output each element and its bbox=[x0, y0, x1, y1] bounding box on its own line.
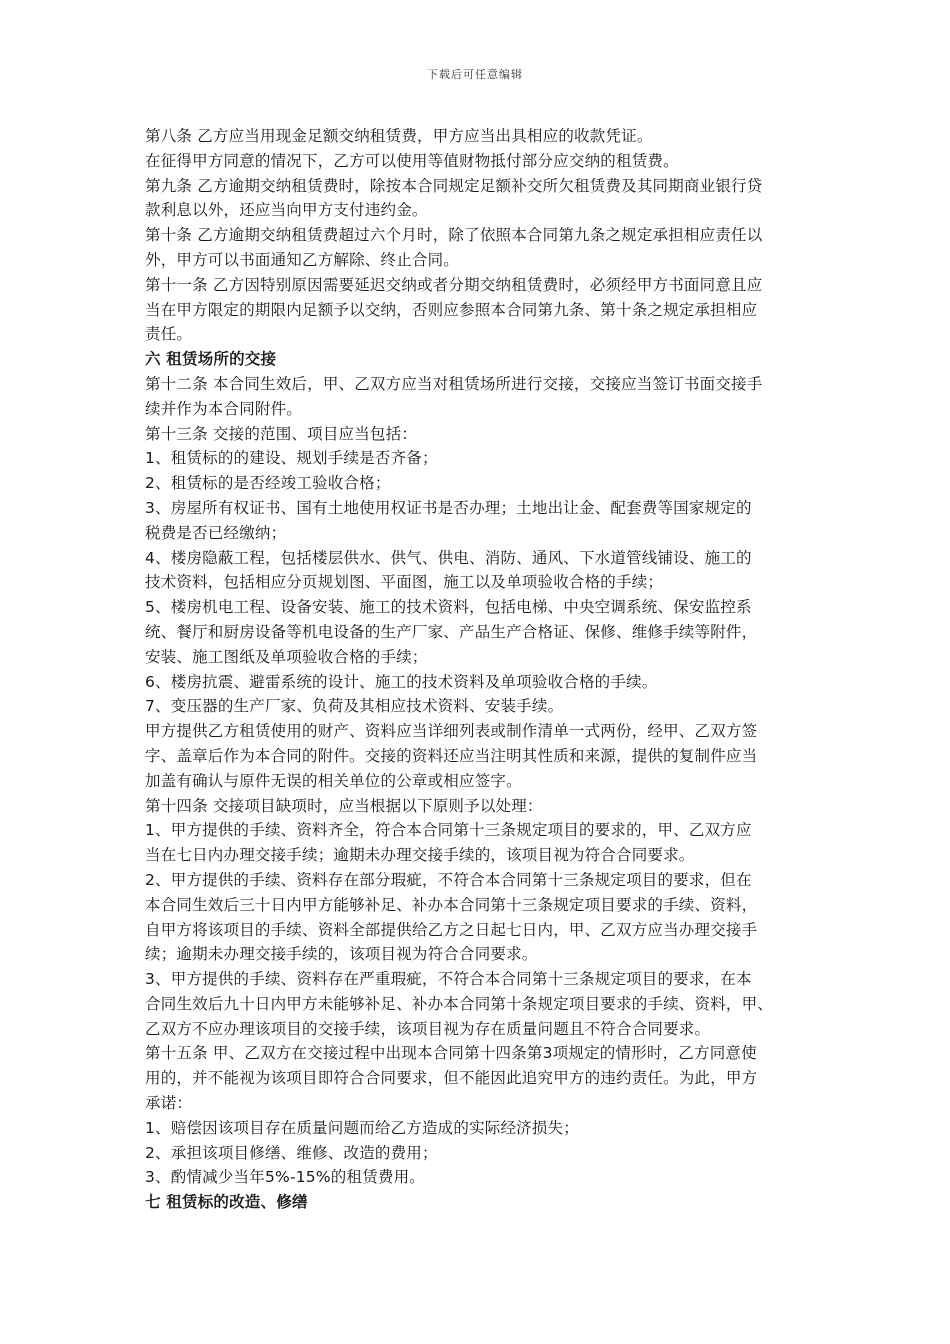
text-line: 税费是否已经缴纳； bbox=[145, 523, 287, 542]
text-line: 第十三条 交接的范围、项目应当包括： bbox=[145, 424, 418, 443]
text-line: 1、甲方提供的手续、资料齐全，符合本合同第十三条规定项目的要求的，甲、乙双方应 bbox=[145, 821, 752, 840]
section-heading: 六 租赁场所的交接 bbox=[145, 350, 277, 369]
text-line: 4、楼房隐蔽工程，包括楼层供水、供气、供电、消防、通风、下水道管线铺设、施工的 bbox=[145, 548, 752, 567]
section-heading: 七 租赁标的改造、修缮 bbox=[145, 1193, 308, 1212]
text-line: 第十条 乙方逾期交纳租赁费超过六个月时，除了依照本合同第九条之规定承担相应责任以 bbox=[145, 226, 763, 245]
text-line: 责任。 bbox=[145, 325, 193, 344]
text-line: 第十一条 乙方因特别原因需要延迟交纳或者分期交纳租赁费时，必须经甲方书面同意且应 bbox=[145, 275, 763, 294]
text-line: 2、甲方提供的手续、资料存在部分瑕疵，不符合本合同第十三条规定项目的要求，但在 bbox=[145, 870, 752, 889]
text-line: 加盖有确认与原件无误的相关单位的公章或相应签字。 bbox=[145, 771, 522, 790]
text-line: 乙双方不应办理该项目的交接手续，该项目视为存在质量问题且不符合合同要求。 bbox=[145, 1019, 711, 1038]
text-line: 在征得甲方同意的情况下，乙方可以使用等值财物抵付部分应交纳的租赁费。 bbox=[145, 151, 679, 170]
text-line: 3、甲方提供的手续、资料存在严重瑕疵，不符合本合同第十三条规定项目的要求，在本 bbox=[145, 970, 752, 989]
text-line: 6、楼房抗震、避雷系统的设计、施工的技术资料及单项验收合格的手续。 bbox=[145, 672, 658, 691]
page-header-note: 下载后可任意编辑 bbox=[427, 68, 523, 81]
text-line: 2、承担该项目修缮、维修、改造的费用； bbox=[145, 1143, 438, 1162]
text-line: 7、变压器的生产厂家、负荷及其相应技术资料、安装手续。 bbox=[145, 697, 564, 716]
text-line: 1、赔偿因该项目存在质量问题而给乙方造成的实际经济损失； bbox=[145, 1118, 579, 1137]
text-line: 本合同生效后三十日内甲方能够补足、补办本合同第十三条规定项目要求的手续、资料， bbox=[145, 895, 758, 914]
text-line: 外，甲方可以书面通知乙方解除、终止合同。 bbox=[145, 250, 460, 269]
text-line: 第十二条 本合同生效后，甲、乙双方应当对租赁场所进行交接，交接应当签订书面交接手 bbox=[145, 374, 763, 393]
text-line: 承诺： bbox=[145, 1094, 193, 1113]
text-line: 第十五条 甲、乙双方在交接过程中出现本合同第十四条第3项规定的情形时，乙方同意使 bbox=[145, 1044, 757, 1063]
text-line: 当在七日内办理交接手续；逾期未办理交接手续的，该项目视为符合合同要求。 bbox=[145, 846, 695, 865]
text-line: 1、租赁标的的建设、规划手续是否齐备； bbox=[145, 449, 438, 468]
text-line: 3、酌情减少当年5%-15%的租赁费用。 bbox=[145, 1168, 425, 1187]
text-line: 统、餐厅和厨房设备等机电设备的生产厂家、产品生产合格证、保修、维修手续等附件， bbox=[145, 622, 758, 641]
text-line: 当在甲方限定的期限内足额予以交纳，否则应参照本合同第九条、第十条之规定承担相应 bbox=[145, 300, 758, 319]
text-line: 款利息以外，还应当向甲方支付违约金。 bbox=[145, 201, 428, 220]
document-body bbox=[145, 124, 815, 1215]
text-line: 合同生效后九十日内甲方未能够补足、补办本合同第十条规定项目要求的手续、资料，甲、 bbox=[145, 994, 774, 1013]
text-line: 第十四条 交接项目缺项时，应当根据以下原则予以处理： bbox=[145, 796, 543, 815]
text-line: 字、盖章后作为本合同的附件。交接的资料还应当注明其性质和来源，提供的复制件应当 bbox=[145, 746, 758, 765]
text-line: 第八条 乙方应当用现金足额交纳租赁费，甲方应当出具相应的收款凭证。 bbox=[145, 127, 653, 145]
text-line: 甲方提供乙方租赁使用的财产、资料应当详细列表或制作清单一式两份，经甲、乙双方签 bbox=[145, 722, 758, 741]
text-line: 第九条 乙方逾期交纳租赁费时，除按本合同规定足额补交所欠租赁费及其同期商业银行贷 bbox=[145, 176, 763, 195]
text-line: 自甲方将该项目的手续、资料全部提供给乙方之日起七日内，甲、乙双方应当办理交接手 bbox=[145, 920, 758, 939]
text-line: 2、租赁标的是否经竣工验收合格； bbox=[145, 474, 391, 493]
text-line: 用的，并不能视为该项目即符合合同要求，但不能因此追究甲方的违约责任。为此，甲方 bbox=[145, 1069, 758, 1088]
text-line: 安装、施工图纸及单项验收合格的手续； bbox=[145, 647, 428, 666]
text-line: 5、楼房机电工程、设备安装、施工的技术资料，包括电梯、中央空调系统、保安监控系 bbox=[145, 598, 752, 617]
text-line: 续；逾期未办理交接手续的，该项目视为符合合同要求。 bbox=[145, 945, 538, 964]
text-line: 续并作为本合同附件。 bbox=[145, 399, 303, 418]
text-line: 3、房屋所有权证书、国有土地使用权证书是否办理；土地出让金、配套费等国家规定的 bbox=[145, 498, 752, 517]
text-line: 技术资料，包括相应分页规划图、平面图，施工以及单项验收合格的手续； bbox=[145, 573, 664, 592]
